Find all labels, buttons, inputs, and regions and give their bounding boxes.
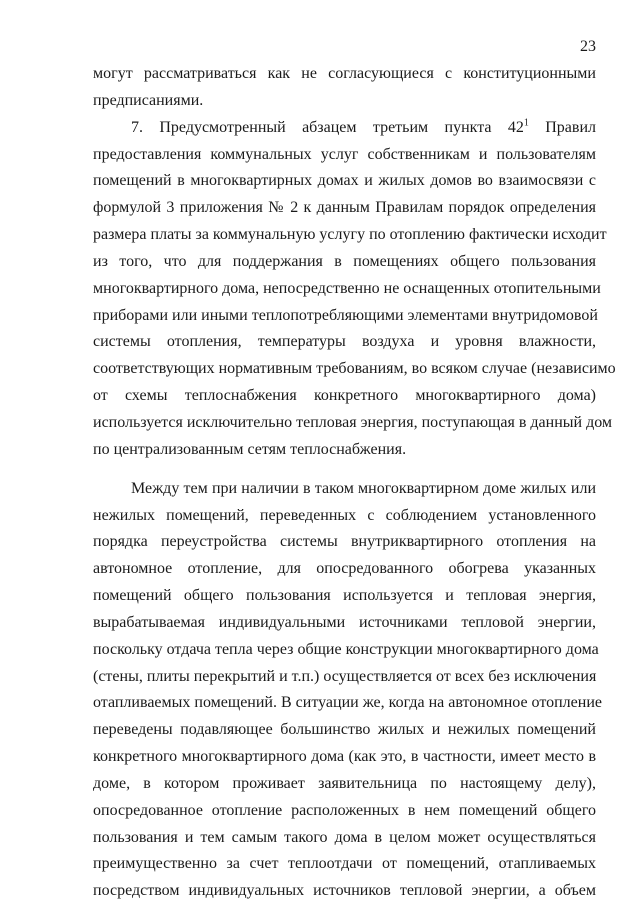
paragraph-line: поскольку отдача тепла через общие конструкции многоквартирного дома <box>93 640 599 658</box>
paragraph-line: многоквартирного дома, непосредственно не оснащенных отопительными <box>93 279 601 297</box>
paragraph-line: нежилых помещений, переведенных с соблюдением установленного <box>93 506 596 524</box>
paragraph-line: переведены подавляющее большинство жилых и нежилых помещений <box>93 721 596 739</box>
paragraph-line: от схемы теплоснабжения конкретного многоквартирного дома) <box>93 387 596 405</box>
paragraph-line: (стены, плиты перекрытий и т.п.) осуществляется от всех без исключения <box>93 667 597 685</box>
paragraph-line: могут рассматриваться как не согласующиеся с конституционными <box>93 65 596 82</box>
paragraph-line: используется исключительно тепловая энергия, поступающая в данный дом <box>93 413 613 431</box>
paragraph-line: из того, что для поддержания в помещениях общего пользования <box>93 252 596 270</box>
paragraph-line: автономное отопление, для опосредованного обогрева указанных <box>93 560 596 578</box>
first-line-prefix: 7. Предусмотренный абзацем третьим пункта 42 <box>131 118 524 136</box>
document-body <box>93 61 616 905</box>
paragraph-line: соответствующих нормативным требованиям, во всяком случае (независимо <box>93 360 616 378</box>
paragraph-line: вырабатываемая индивидуальными источниками тепловой энергии, <box>93 613 596 631</box>
paragraph-line: по централизованным сетям теплоснабжения. <box>93 440 407 458</box>
paragraph-first-line <box>93 115 596 142</box>
paragraph-line: системы отопления, температуры воздуха и уровня влажности, <box>93 333 596 351</box>
paragraph-line: посредством индивидуальных источников тепловой энергии, а объем <box>93 882 596 900</box>
paragraph-2 <box>93 115 616 464</box>
paragraph-line: порядка переустройства системы внутриквартирного отопления на <box>93 533 596 551</box>
paragraph-line: конкретного многоквартирного дома (как это, в частности, имеет место в <box>93 748 596 766</box>
paragraph-line: преимущественно за счет теплоотдачи от помещений, отапливаемых <box>93 855 596 873</box>
paragraph-line: отапливаемых помещений. В ситуации же, когда на автономное отопление <box>93 694 602 712</box>
paragraph-line: предписаниями. <box>93 91 204 109</box>
first-line-suffix: Правил <box>528 118 596 136</box>
superscript-mark: 1 <box>523 117 529 129</box>
paragraph-1 <box>93 61 596 115</box>
paragraph-line: доме, в котором проживает заявительница по настоящему делу), <box>93 774 596 792</box>
page-number: 23 <box>580 38 596 55</box>
paragraph-line: размера платы за коммунальную услугу по отоплению фактически исходит <box>93 226 607 244</box>
paragraph-gap <box>93 464 596 476</box>
paragraph-line: предоставления коммунальных услуг собственникам и пользователям <box>93 145 596 163</box>
paragraph-line: помещений общего пользования используется и тепловая энергия, <box>93 587 596 605</box>
paragraph-line: формулой 3 приложения № 2 к данным Правилам порядок определения <box>93 199 596 217</box>
paragraph-first-line: Между тем при наличии в таком многоквартирном доме жилых или <box>131 479 596 497</box>
paragraph-line: пользования и тем самым такого дома в целом может осуществляться <box>93 828 596 846</box>
paragraph-line: опосредованное отопление расположенных в нем помещений общего <box>93 801 596 819</box>
paragraph-line: приборами или иными теплопотребляющими элементами внутридомовой <box>93 306 598 324</box>
paragraph-3 <box>93 476 602 905</box>
paragraph-line: помещений в многоквартирных домах и жилых домов во взаимосвязи с <box>93 172 596 190</box>
